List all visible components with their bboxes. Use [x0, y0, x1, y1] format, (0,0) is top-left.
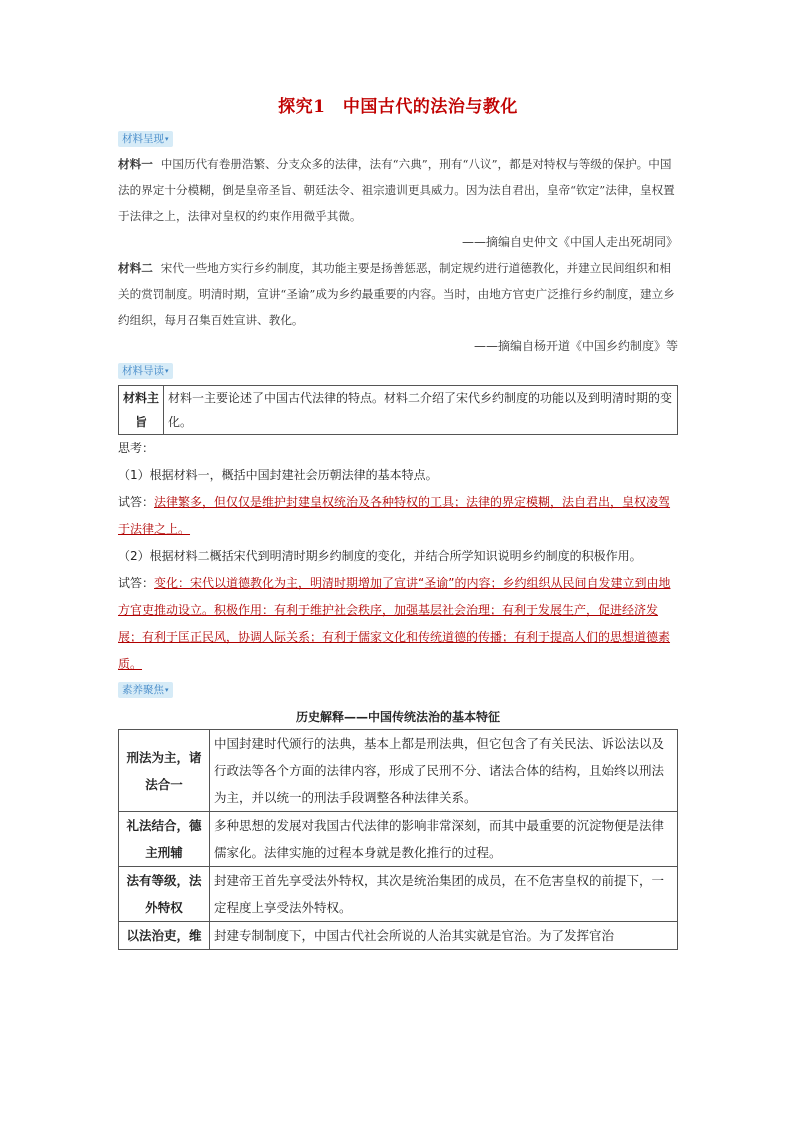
answer-one-text: 法律繁多，但仅仅是维护封建皇权统治及各种特权的工具；法律的界定模糊，法自君出，皇权凌驾于法律之上。	[118, 495, 671, 536]
answer-two	[118, 570, 678, 678]
feature-value: 中国封建时代颁行的法典，基本上都是刑法典，但它包含了有关民法、诉讼法以及行政法等各个方面的法律内容，形成了民刑不分、诸法合体的结构，且始终以刑法为主，并以统一的刑法手段调整各种法律关系。	[210, 730, 678, 812]
material-tag: 材料呈现 ▾	[118, 131, 173, 147]
answer-one-label: 试答：	[118, 495, 155, 509]
table-row	[119, 386, 678, 435]
think-label: 思考：	[118, 441, 155, 455]
table-row	[119, 867, 678, 922]
table-row	[119, 812, 678, 867]
guide-tag: 材料导读 ▾	[118, 363, 173, 379]
material-one-source: ——摘编自史仲文《中国人走出死胡同》	[461, 235, 678, 249]
material-one-label: 材料一	[118, 157, 153, 171]
feature-value: 多种思想的发展对我国古代法律的影响非常深刻，而其中最重要的沉淀物便是法律儒家化。法律实施的过程本身就是教化推行的过程。	[210, 812, 678, 867]
material-one	[118, 151, 678, 229]
answer-one	[118, 489, 678, 543]
question-two: （2）根据材料二概括宋代到明清时期乡约制度的变化，并结合所学知识说明乡约制度的积极作用。	[118, 549, 642, 563]
material-two-label: 材料二	[118, 261, 153, 275]
feature-key: 刑法为主，诸法合一	[119, 730, 210, 812]
material-two	[118, 255, 678, 333]
guide-header: 材料主旨	[119, 386, 164, 435]
page-title: 探究1 中国古代的法治与教化	[278, 97, 518, 117]
section-subtitle: 历史解释——中国传统法治的基本特征	[295, 710, 500, 724]
feature-value: 封建专制制度下，中国古代社会所说的人治其实就是官治。为了发挥官治	[210, 922, 678, 950]
material-one-text: 中国历代有卷册浩繁、分支众多的法律，法有“六典”，刑有“八议”，都是对特权与等级的保护。中国法的界定十分模糊，倒是皇帝圣旨、朝廷法令、祖宗遗训更具威力。因为法自君出，皇帝“钦定”法律，皇权置于法律之上，法律对皇权的约束作用微乎其微。	[118, 157, 675, 223]
table-row	[119, 922, 678, 950]
feature-value: 封建帝王首先享受法外特权，其次是统治集团的成员，在不危害皇权的前提下，一定程度上享受法外特权。	[210, 867, 678, 922]
guide-text: 材料一主要论述了中国古代法律的特点。材料二介绍了宋代乡约制度的功能以及到明清时期的变化。	[164, 386, 678, 435]
answer-two-label: 试答：	[118, 576, 155, 590]
feature-key: 以法治吏，维	[119, 922, 210, 950]
material-two-text: 宋代一些地方实行乡约制度，其功能主要是扬善惩恶，制定规约进行道德教化，并建立民间组织和相关的赏罚制度。明清时期，宣讲“圣谕”成为乡约最重要的内容。当时，由地方官吏广泛推行乡约制度，建立乡约组织，每月召集百姓宣讲、教化。	[118, 261, 675, 327]
question-one: （1）根据材料一，概括中国封建社会历朝法律的基本特点。	[118, 468, 438, 482]
table-row	[119, 730, 678, 812]
document-page	[118, 92, 678, 950]
features-table	[118, 729, 678, 950]
answer-two-text: 变化：宋代以道德教化为主，明清时期增加了宣讲“圣谕”的内容；乡约组织从民间自发建立到由地方官吏推动设立。积极作用：有利于维护社会秩序，加强基层社会治理；有利于发展生产，促进经济发展；有利于匡正民风，协调人际关系；有利于儒家文化和传统道德的传播；有利于提高人们的思想道德素质。	[118, 576, 671, 671]
literacy-tag: 素养聚焦 ▾	[118, 682, 173, 698]
material-two-source: ——摘编自杨开道《中国乡约制度》等	[473, 339, 678, 353]
feature-key: 礼法结合，德主刑辅	[119, 812, 210, 867]
guide-table	[118, 385, 678, 435]
feature-key: 法有等级，法外特权	[119, 867, 210, 922]
